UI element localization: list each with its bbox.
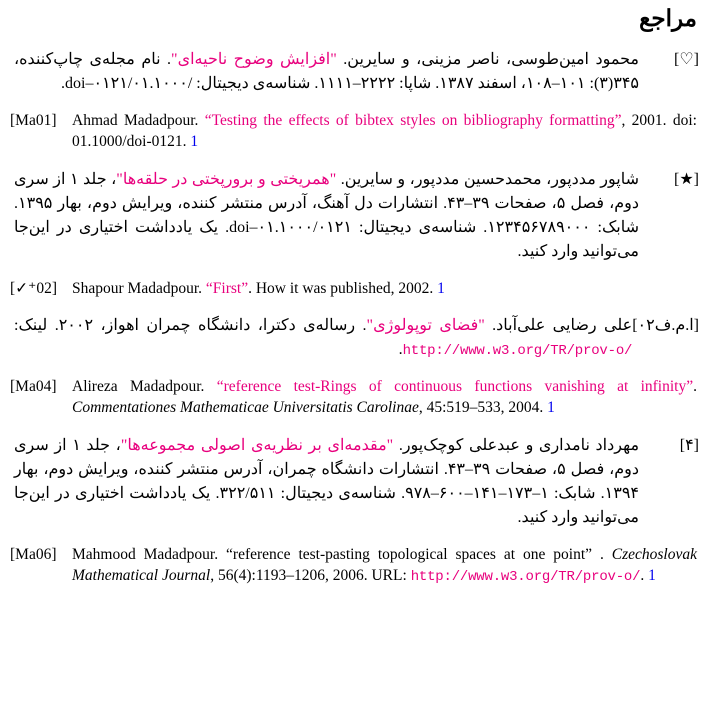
bib-entry-label: [Ma06] <box>10 545 57 563</box>
bib-entry-authors: Alireza Madadpour. <box>72 378 217 396</box>
bib-entry-details: , 45:519–533, 2004. <box>418 399 548 417</box>
bib-entry-title[interactable]: "همریختی و برورپختی در حلقه‌ها" <box>116 170 337 188</box>
bib-entry-details: , 2001. doi: 01.1000/doi-0121. <box>72 112 697 150</box>
bib-entry-journal: Czechoslovak Mathematical Journal <box>72 545 697 584</box>
bib-entry-label: [Ma04] <box>10 378 57 396</box>
bib-entry-title[interactable]: "مقدمه‌ای بر نظریه‌ی اصولی مجموعه‌ها" <box>120 436 394 454</box>
bib-entry-title[interactable]: "فضای توپولوژی" <box>366 317 485 335</box>
bib-entry-authors: Mahmood Madadpour. “reference test-pasting topological spaces at one point” . <box>72 545 612 563</box>
bib-entry-label: [ا.م.ف۰۲] <box>632 317 699 335</box>
bib-entry-citation-link[interactable]: 1 <box>547 399 555 417</box>
bibliography-list <box>0 48 711 586</box>
bib-entry <box>0 545 711 587</box>
bib-entry-authors: Ahmad Madadpour. <box>72 112 205 129</box>
bib-entry <box>0 111 711 153</box>
bib-entry-authors: مهرداد نامداری و عبدعلی کوچک‌پور. <box>393 436 640 454</box>
bib-entry-body <box>72 111 697 153</box>
bib-entry-citation-link[interactable]: 1 <box>190 132 199 150</box>
bib-entry-url[interactable]: http://www.w3.org/TR/prov-o/ <box>402 343 633 360</box>
bib-entry-citation-link[interactable]: 1 <box>437 279 445 297</box>
bib-entry-citation-link[interactable]: 1 <box>648 566 656 584</box>
bib-entry-body <box>14 48 639 96</box>
bib-entry <box>0 314 711 362</box>
bib-entry-title[interactable]: “reference test-Rings of continuous functions vanishing at infinity” <box>216 378 694 396</box>
bib-entry <box>0 279 711 300</box>
bib-entry-details: . How it was published, 2002. <box>248 279 438 297</box>
bib-entry-title[interactable]: "افزایش وضوح ناحیه‌ای" <box>171 51 337 68</box>
bibliography-page <box>0 6 711 719</box>
bib-entry-details: ، جلد ۱ از سری دوم، فصل ۵، صفحات ۳۹–۴۳. انتشارات دانشگاه چمران، آدرس منتشر کننده، ویرایش دوم، بهار ۱۳۹۴. شابک: ۱–۱۷۳–۱۴۱–۶۰۰–۹۷۸. شناسه‌ی دیجیتال: ۳۲۲/۵۱۱. یک یادداشت اختیاری در این‌جا می‌توانید وارد کنید. <box>14 436 640 526</box>
bib-entry-label: [Ma01] <box>10 112 57 129</box>
bib-entry-label: [✓⁺02] <box>10 279 57 297</box>
bib-entry-authors: محمود امین‌طوسی، ناصر مزینی، و سایرین. <box>336 51 639 68</box>
bib-entry-details: , 56(4):1193–1206, 2006. URL: <box>210 566 411 584</box>
bib-entry <box>0 48 711 96</box>
bib-entry-url[interactable]: http://www.w3.org/TR/prov-o/ <box>410 568 641 585</box>
bib-entry-title[interactable]: “Testing the effects of bibtex styles on bibliography formatting” <box>204 112 622 129</box>
bib-entry-body <box>14 434 639 530</box>
bib-entry-body <box>72 279 697 300</box>
bib-entry-body: Alireza Madadpour. “reference test-Rings of continuous functions vanishing at infinity”. Commentationes Mathematicae Universitatis Carolinae, 45:519–533, 2004. 1 <box>72 378 697 417</box>
bib-entry-authors: علی رضایی علی‌آباد. <box>484 317 633 335</box>
bib-entry-label: [♡] <box>674 51 699 68</box>
bib-entry-label: [۴] <box>679 436 699 454</box>
bib-entry <box>0 434 711 530</box>
bib-entry-body <box>72 545 697 587</box>
bib-entry-authors: Shapour Madadpour. <box>72 279 206 297</box>
bib-entry-title[interactable]: “First” <box>205 279 249 297</box>
bib-entry <box>0 168 711 264</box>
bib-entry-details: . نام مجله‌ی چاپ‌کننده، ۳۴۵(۳): ۱۰۱–۱۰۸، اسفند ۱۳۸۷. شاپا: ۲۲۲۲–۱۱۱۱. شناسه‌ی دیجیتال: /۰۱.۱۰۰۰/doi–۰۱۲۱. <box>14 51 639 92</box>
bib-entry-details-2: . <box>640 566 649 584</box>
bib-entry <box>0 377 711 419</box>
bib-entry-details: ، جلد ۱ از سری دوم، فصل ۵، صفحات ۳۹–۴۳. انتشارات دل آهنگ، آدرس منتشر کننده، ویرایش دوم، بهار ۱۳۹۵. شابک: ۱۲۳۴۵۶۷۸۹۰۰۰. شناسه‌ی دیجیتال: ۰۱۲۱/doi–۰۱.۱۰۰۰. یک یادداشت اختیاری در این‌جا می‌توانید وارد کنید. <box>14 170 640 260</box>
bib-entry-journal: Commentationes Mathematicae Universitatis Carolinae <box>72 399 419 417</box>
bib-entry-end-punctuation: . <box>398 341 403 359</box>
bib-entry-authors: شاپور مددپور، محمدحسین مددپور، و سایرین. <box>336 170 640 188</box>
page-title: مراجع <box>639 6 697 31</box>
bib-entry-details: . رساله‌ی دکترا، دانشگاه چمران اهواز، ۲۰۰۲. لینک: <box>14 317 367 335</box>
bib-entry-label: [★] <box>674 170 699 188</box>
bib-entry-body <box>14 168 639 264</box>
bib-entry-body <box>14 314 632 362</box>
